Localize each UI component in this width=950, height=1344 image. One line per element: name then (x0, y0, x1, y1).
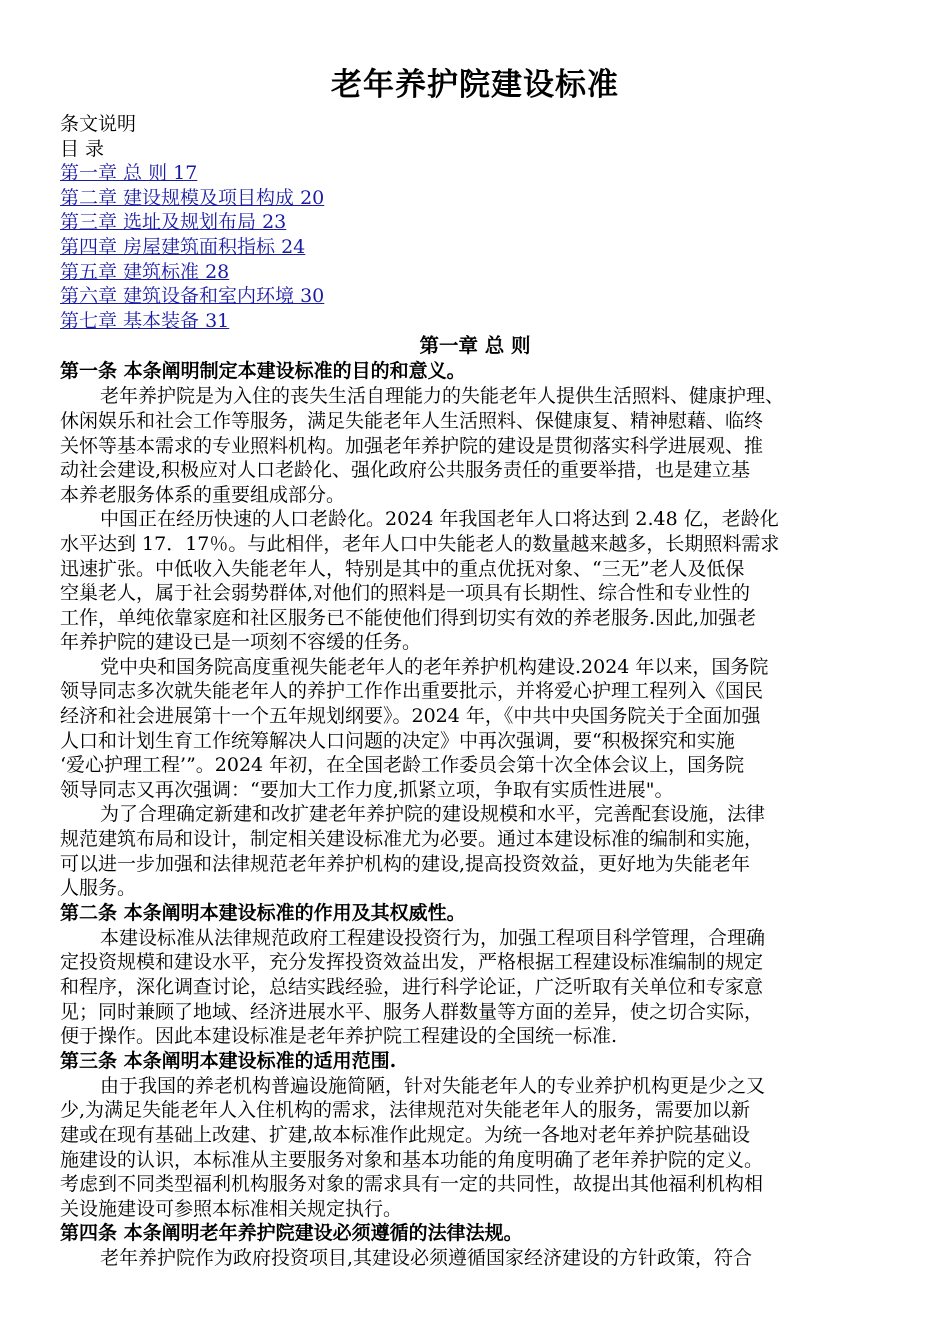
toc-link-chapter-3[interactable]: 第三章 选址及规划布局 23 (60, 211, 287, 234)
paragraph-line: 定投资规模和建设水平，充分发挥投资效益出发，严格根据工程建设标准编制的规定 (60, 951, 764, 974)
toc-link-chapter-5[interactable]: 第五章 建筑标准 28 (60, 260, 230, 283)
toc-link-chapter-1[interactable]: 第一章 总 则 17 (60, 162, 198, 185)
paragraph-line: 领导同志又再次强调：“要加大工作力度,抓紧立项，争取有实质性进展"。 (60, 778, 674, 801)
paragraph-line: 和程序，深化调查讨论，总结实践经验，进行科学论证，广泛听取有关单位和专家意 (60, 976, 764, 998)
paragraph-line: 休闲娱乐和社会工作等服务，满足失能老年人生活照料、保健康复、精神慰藉、临终 (60, 409, 764, 432)
paragraph-line: 关怀等基本需求的专业照料机构。加强老年养护院的建设是贯彻落实科学进展观、推 (60, 434, 764, 457)
paragraph-line: 考虑到不同类型福利机构服务对象的需求具有一定的共同性，故提出其他福利机构相 (60, 1173, 764, 1196)
article-heading: 第四条 本条阐明老年养护院建设必须遵循的法律法规。 (60, 1222, 523, 1245)
body-paragraph (60, 802, 890, 900)
toc-link-chapter-2[interactable]: 第二章 建设规模及项目构成 20 (60, 186, 325, 209)
body-paragraph (60, 384, 890, 507)
toc-link-chapter-4[interactable]: 第四章 房屋建筑面积指标 24 (60, 235, 306, 258)
toc-link-chapter-7[interactable]: 第七章 基本装备 31 (60, 309, 230, 332)
paragraph-line: 为了合理确定新建和改扩建老年养护院的建设规模和水平，完善配套设施，法律 (100, 803, 766, 826)
document-title: 老年养护院建设标准 (331, 67, 619, 103)
subtitle: 条文说明 (60, 113, 137, 135)
table-of-contents (60, 161, 890, 333)
paragraph-line: 空巢老人，属于社会弱势群体,对他们的照料是一项具有长期性、综合性和专业性的 (60, 582, 751, 605)
paragraph-line: 本建设标准从法律规范政府工程建设投资行为，加强工程项目科学管理，合理确 (100, 926, 766, 949)
paragraph-line: 工作，单纯依靠家庭和社区服务已不能使他们得到切实有效的养老服务.因此,加强老 (60, 606, 757, 629)
body-paragraph (60, 926, 890, 1049)
paragraph-line: 规范建筑布局和设计，制定相关建设标准尤为必要。通过本建设标准的编制和实施， (60, 828, 764, 851)
paragraph-line: 领导同志多次就失能老年人的养护工作作出重要批示，并将爱心护理工程列入《国民 (60, 680, 764, 703)
paragraph-line: 党中央和国务院高度重视失能老年人的老年养护机构建设.2024 年以来，国务院 (100, 655, 769, 678)
paragraph-line: 本养老服务体系的重要组成部分。 (60, 483, 346, 506)
paragraph-line: 人口和计划生育工作统筹解决人口问题的决定》中再次强调，要“积极探究和实施 (60, 729, 735, 752)
paragraph-line: 老年养护院是为入住的丧失生活自理能力的失能老年人提供生活照料、健康护理、 (100, 385, 785, 408)
paragraph-line: 关设施建设可参照本标准相关规定执行。 (60, 1197, 403, 1220)
paragraph-line: 见；同时兼顾了地域、经济进展水平、服务人群数量等方面的差异，使之切合实际， (60, 1000, 764, 1023)
article-heading: 第三条 本条阐明本建设标准的适用范围. (60, 1049, 397, 1072)
chapter-heading: 第一章 总 则 (419, 334, 531, 358)
article-heading: 第一条 本条阐明制定本建设标准的目的和意义。 (60, 360, 466, 383)
paragraph-line: 施建设的认识，本标准从主要服务对象和基本功能的角度明确了老年养护院的定义。 (60, 1148, 764, 1171)
paragraph-line: 动社会建设,积极应对人口老龄化、强化政府公共服务责任的重要举措，也是建立基 (60, 459, 751, 482)
toc-heading: 目 录 (60, 137, 105, 160)
paragraph-line: 年养护院的建设已是一项刻不容缓的任务。 (60, 631, 422, 654)
paragraph-line: 中国正在经历快速的人口老龄化。2024 年我国老年人口将达到 2.48 亿，老龄化 (100, 508, 779, 531)
paragraph-line: 建或在现有基础上改建、扩建,故本标准作此规定。为统一各地对老年养护院基础设 (60, 1123, 751, 1146)
paragraph-line: 由于我国的养老机构普遍设施简陋，针对失能老年人的专业养护机构更是少之又 (100, 1074, 766, 1097)
paragraph-line: 少,为满足失能老年人入住机构的需求，法律规范对失能老年人的服务，需要加以新 (60, 1099, 751, 1122)
articles-container (60, 359, 890, 1271)
paragraph-line: 迅速扩张。中低收入失能老年人，特别是其中的重点优抚对象、“三无”老人及低保 (60, 557, 745, 580)
body-paragraph (60, 655, 890, 803)
paragraph-line: 便于操作。因此本建设标准是老年养护院工程建设的全国统一标准. (60, 1025, 618, 1048)
body-paragraph (60, 1074, 890, 1222)
paragraph-line: 老年养护院作为政府投资项目,其建设必须遵循国家经济建设的方针政策，符合 (100, 1247, 753, 1270)
paragraph-line: ‘爱心护理工程’”。2024 年初，在全国老龄工作委员会第十次全体会议上，国务院 (60, 754, 745, 777)
body-paragraph (60, 507, 890, 655)
body-paragraph (60, 1246, 890, 1271)
paragraph-line: 可以进一步加强和法律规范老年养护机构的建设,提高投资效益，更好地为失能老年 (60, 852, 751, 875)
toc-link-chapter-6[interactable]: 第六章 建筑设备和室内环境 30 (60, 285, 325, 308)
paragraph-line: 人服务。 (60, 877, 137, 900)
paragraph-line: 经济和社会进展第十一个五年规划纲要》。2024 年，《中共中央国务院关于全面加强 (60, 705, 761, 728)
document-page (60, 62, 890, 1271)
article-heading: 第二条 本条阐明本建设标准的作用及其权威性。 (60, 901, 466, 924)
paragraph-line: 水平达到 17．17％。与此相伴，老年人口中失能老人的数量越来越多，长期照料需求 (60, 532, 780, 555)
